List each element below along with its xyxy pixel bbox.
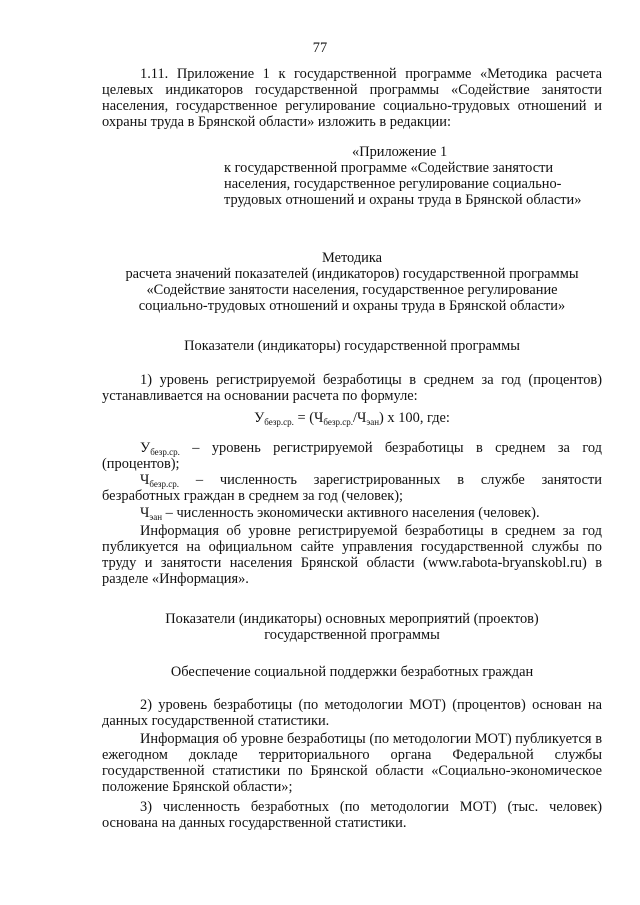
- def1-symbol: У: [140, 440, 151, 456]
- def3-symbol: Ч: [140, 505, 150, 521]
- def1-subscript: безр.ср.: [150, 447, 180, 457]
- def3-text: – численность экономически активного населения (человек).: [162, 505, 540, 521]
- section-heading-main-activities: [102, 611, 602, 643]
- def1-text: – уровень регистрируемой безработицы в среднем за год (процентов);: [102, 440, 602, 472]
- formula: [102, 410, 602, 426]
- definition-registered-unemployed: [102, 472, 602, 504]
- paragraph-1-11: 1.11. Приложение 1 к государственной программе «Методика расчета целевых индикаторов государственной программы «Содействие занятости населения, государственное регулирование социально-трудовых отношений и охраны труда в Брянской области» изложить в редакции:: [102, 66, 602, 130]
- section2-line-2: государственной программы: [264, 627, 440, 643]
- def2-text: – численность зарегистрированных в службе занятости безработных граждан в среднем за год (человек);: [102, 472, 602, 504]
- section-heading-social-support: Обеспечение социальной поддержки безработных граждан: [170, 664, 534, 680]
- formula-tail: ) х 100, где:: [379, 410, 450, 426]
- page-number: 77: [312, 40, 328, 56]
- section2-line-1: Показатели (индикаторы) основных мероприятий (проектов): [165, 611, 539, 627]
- definition-active-population: [102, 505, 602, 521]
- info-paragraph-1: Информация об уровне регистрируемой безработицы в среднем за год публикуется на официальном сайте управления государственной службы по труду и занятости населения Брянской области (www.rabota-bryanskobl.ru) в разделе «Информация».: [102, 523, 602, 587]
- formula-num-sub: безр.ср.: [323, 417, 353, 427]
- appendix-line-2: к государственной программе «Содействие занятости: [224, 160, 554, 176]
- formula-div: /Ч: [353, 410, 367, 426]
- item-2: 2) уровень безработицы (по методологии МОТ) (процентов) основан на данных государственной статистики.: [102, 697, 602, 729]
- appendix-line-4: трудовых отношений и охраны труда в Брянской области»: [224, 192, 582, 208]
- appendix-header: [224, 144, 604, 208]
- info-paragraph-2: Информация об уровне безработицы (по методологии МОТ) публикуется в ежегодном докладе территориального органа Федеральной службы государственной статистики по Брянской области «Социально-экономическое положение Брянской области»;: [102, 731, 602, 795]
- method-title-line-2: расчета значений показателей (индикаторов) государственной программы: [125, 266, 579, 282]
- def3-subscript: эан: [149, 512, 163, 522]
- method-title-line-4: социально-трудовых отношений и охраны труда в Брянской области»: [138, 298, 566, 314]
- formula-den-sub: эан: [366, 417, 380, 427]
- formula-eq: = (Ч: [293, 410, 324, 426]
- method-title-line-3: «Содействие занятости населения, государственное регулирование: [146, 282, 558, 298]
- def2-subscript: безр.ср.: [149, 479, 179, 489]
- appendix-line-3: населения, государственное регулирование социально-: [224, 176, 562, 192]
- method-title: [102, 250, 602, 314]
- definition-unemployment-rate: [102, 440, 602, 472]
- method-title-line-1: Методика: [321, 250, 383, 266]
- formula-lhs-sub: безр.ср.: [264, 417, 294, 427]
- item-1: 1) уровень регистрируемой безработицы в среднем за год (процентов) устанавливается на основании расчета по формуле:: [102, 372, 602, 404]
- formula-lhs: У: [254, 410, 265, 426]
- section-heading-program-indicators: Показатели (индикаторы) государственной программы: [184, 338, 520, 354]
- item-3: 3) численность безработных (по методологии МОТ) (тыс. человек) основана на данных государственной статистики.: [102, 799, 602, 831]
- def2-symbol: Ч: [140, 472, 150, 488]
- appendix-line-1: «Приложение 1: [352, 144, 448, 160]
